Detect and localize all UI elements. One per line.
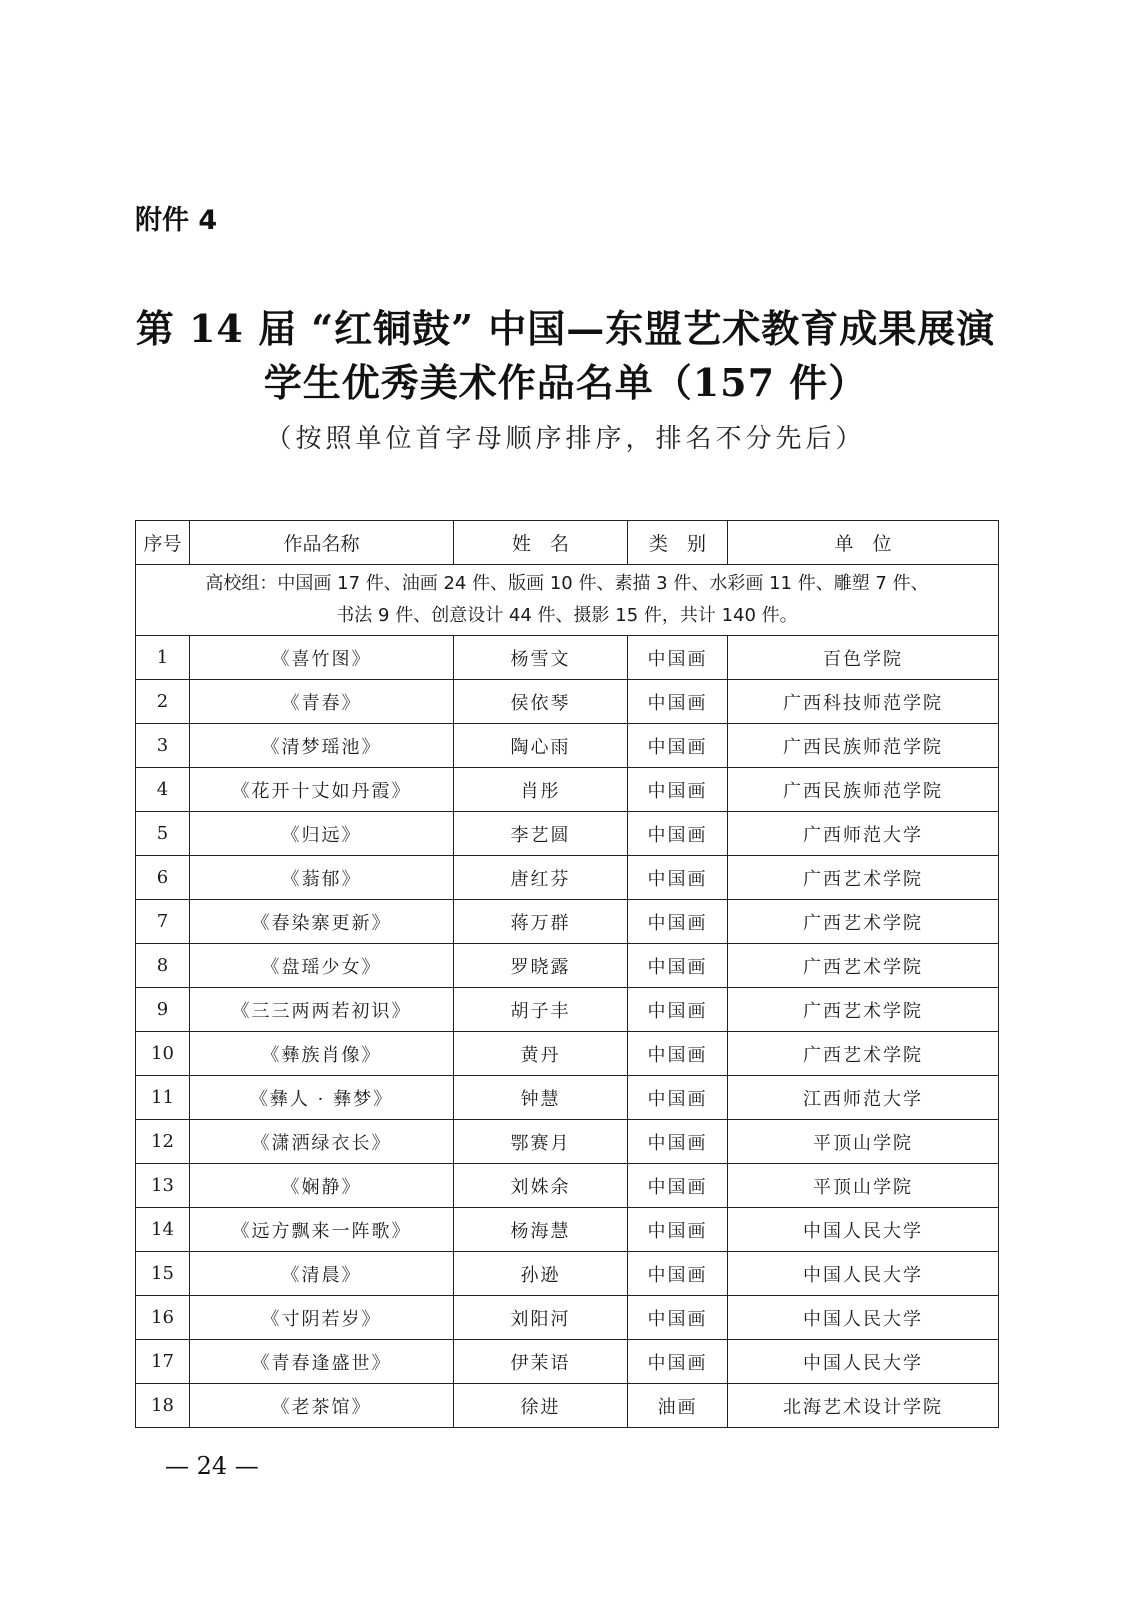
cell-name: 杨海慧 <box>454 1208 628 1252</box>
cell-unit: 北海艺术设计学院 <box>728 1384 999 1428</box>
cell-category: 中国画 <box>628 988 728 1032</box>
table-header-row <box>136 521 999 565</box>
cell-no: 18 <box>136 1384 190 1428</box>
table-row <box>136 724 999 768</box>
cell-category: 中国画 <box>628 1252 728 1296</box>
cell-work: 《老茶馆》 <box>190 1384 454 1428</box>
table-row <box>136 1384 999 1428</box>
cell-name: 胡子丰 <box>454 988 628 1032</box>
cell-category: 中国画 <box>628 1164 728 1208</box>
cell-name: 刘姝余 <box>454 1164 628 1208</box>
table-row <box>136 856 999 900</box>
cell-no: 17 <box>136 1340 190 1384</box>
cell-category: 中国画 <box>628 1076 728 1120</box>
table-row <box>136 988 999 1032</box>
cell-work: 《喜竹图》 <box>190 636 454 680</box>
cell-unit: 广西师范大学 <box>728 812 999 856</box>
cell-work: 《娴静》 <box>190 1164 454 1208</box>
cell-no: 12 <box>136 1120 190 1164</box>
cell-unit: 广西民族师范学院 <box>728 724 999 768</box>
cell-name: 蒋万群 <box>454 900 628 944</box>
cell-work: 《清晨》 <box>190 1252 454 1296</box>
cell-no: 10 <box>136 1032 190 1076</box>
cell-no: 3 <box>136 724 190 768</box>
award-list-table <box>135 520 999 1428</box>
cell-work: 《春染寨更新》 <box>190 900 454 944</box>
header-name: 姓 名 <box>454 521 628 565</box>
cell-category: 中国画 <box>628 1208 728 1252</box>
cell-no: 8 <box>136 944 190 988</box>
cell-category: 中国画 <box>628 900 728 944</box>
cell-no: 1 <box>136 636 190 680</box>
cell-unit: 中国人民大学 <box>728 1252 999 1296</box>
table-row <box>136 636 999 680</box>
cell-unit: 平顶山学院 <box>728 1120 999 1164</box>
table-row <box>136 900 999 944</box>
table-row <box>136 1340 999 1384</box>
cell-category: 油画 <box>628 1384 728 1428</box>
cell-no: 7 <box>136 900 190 944</box>
cell-category: 中国画 <box>628 856 728 900</box>
header-unit: 单 位 <box>728 521 999 565</box>
cell-name: 李艺圆 <box>454 812 628 856</box>
cell-no: 15 <box>136 1252 190 1296</box>
table-summary-row <box>136 565 999 636</box>
cell-unit: 中国人民大学 <box>728 1208 999 1252</box>
cell-unit: 中国人民大学 <box>728 1296 999 1340</box>
cell-work: 《潇洒绿衣长》 <box>190 1120 454 1164</box>
cell-work: 《蓊郁》 <box>190 856 454 900</box>
cell-no: 16 <box>136 1296 190 1340</box>
table-row <box>136 1076 999 1120</box>
cell-name: 肖彤 <box>454 768 628 812</box>
cell-name: 陶心雨 <box>454 724 628 768</box>
summary-line1: 高校组：中国画 17 件、油画 24 件、版画 10 件、素描 3 件、水彩画 11 件、雕塑 7 件、 <box>205 573 929 594</box>
cell-unit: 广西艺术学院 <box>728 944 999 988</box>
cell-unit: 广西艺术学院 <box>728 1032 999 1076</box>
cell-no: 14 <box>136 1208 190 1252</box>
cell-unit: 广西艺术学院 <box>728 856 999 900</box>
cell-work: 《盘瑶少女》 <box>190 944 454 988</box>
cell-work: 《青春》 <box>190 680 454 724</box>
header-category: 类 别 <box>628 521 728 565</box>
cell-category: 中国画 <box>628 1120 728 1164</box>
cell-unit: 中国人民大学 <box>728 1340 999 1384</box>
cell-category: 中国画 <box>628 1340 728 1384</box>
cell-name: 罗晓露 <box>454 944 628 988</box>
cell-no: 13 <box>136 1164 190 1208</box>
table-row <box>136 1252 999 1296</box>
cell-work: 《青春逢盛世》 <box>190 1340 454 1384</box>
cell-category: 中国画 <box>628 680 728 724</box>
cell-category: 中国画 <box>628 1032 728 1076</box>
cell-name: 鄂赛月 <box>454 1120 628 1164</box>
cell-work: 《彝族肖像》 <box>190 1032 454 1076</box>
cell-work: 《寸阴若岁》 <box>190 1296 454 1340</box>
document-title-line2: 学生优秀美术作品名单（157 件） <box>263 360 868 405</box>
cell-no: 11 <box>136 1076 190 1120</box>
table-row <box>136 1208 999 1252</box>
table-row <box>136 812 999 856</box>
header-no: 序号 <box>136 521 190 565</box>
cell-no: 9 <box>136 988 190 1032</box>
cell-work: 《彝人 · 彝梦》 <box>190 1076 454 1120</box>
table-row <box>136 1296 999 1340</box>
cell-no: 2 <box>136 680 190 724</box>
cell-name: 唐红芬 <box>454 856 628 900</box>
cell-unit: 广西科技师范学院 <box>728 680 999 724</box>
cell-work: 《三三两两若初识》 <box>190 988 454 1032</box>
cell-category: 中国画 <box>628 636 728 680</box>
table-row <box>136 1032 999 1076</box>
cell-category: 中国画 <box>628 768 728 812</box>
cell-category: 中国画 <box>628 1296 728 1340</box>
cell-name: 伊茉语 <box>454 1340 628 1384</box>
summary-line2: 书法 9 件、创意设计 44 件、摄影 15 件，共计 140 件。 <box>336 605 798 626</box>
document-subtitle: （按照单位首字母顺序排序，排名不分先后） <box>265 424 866 454</box>
cell-unit: 广西民族师范学院 <box>728 768 999 812</box>
page-number: — 24 — <box>165 1452 259 1480</box>
cell-work: 《远方飘来一阵歌》 <box>190 1208 454 1252</box>
cell-unit: 百色学院 <box>728 636 999 680</box>
table-row <box>136 680 999 724</box>
cell-unit: 广西艺术学院 <box>728 900 999 944</box>
cell-category: 中国画 <box>628 944 728 988</box>
document-title-line1: 第 14 届 “红铜鼓” 中国—东盟艺术教育成果展演 <box>135 306 996 351</box>
table-row <box>136 768 999 812</box>
table-row <box>136 1164 999 1208</box>
cell-unit: 平顶山学院 <box>728 1164 999 1208</box>
cell-name: 侯依琴 <box>454 680 628 724</box>
cell-unit: 广西艺术学院 <box>728 988 999 1032</box>
cell-work: 《归远》 <box>190 812 454 856</box>
cell-name: 杨雪文 <box>454 636 628 680</box>
cell-no: 6 <box>136 856 190 900</box>
cell-name: 徐进 <box>454 1384 628 1428</box>
cell-no: 4 <box>136 768 190 812</box>
table-row <box>136 1120 999 1164</box>
cell-name: 钟慧 <box>454 1076 628 1120</box>
group-summary <box>136 565 999 636</box>
header-work: 作品名称 <box>190 521 454 565</box>
cell-no: 5 <box>136 812 190 856</box>
attachment-label: 附件 4 <box>135 205 218 236</box>
cell-name: 孙逊 <box>454 1252 628 1296</box>
table-row <box>136 944 999 988</box>
cell-unit: 江西师范大学 <box>728 1076 999 1120</box>
cell-work: 《清梦瑶池》 <box>190 724 454 768</box>
cell-work: 《花开十丈如丹霞》 <box>190 768 454 812</box>
cell-name: 黄丹 <box>454 1032 628 1076</box>
cell-name: 刘阳河 <box>454 1296 628 1340</box>
cell-category: 中国画 <box>628 724 728 768</box>
cell-category: 中国画 <box>628 812 728 856</box>
